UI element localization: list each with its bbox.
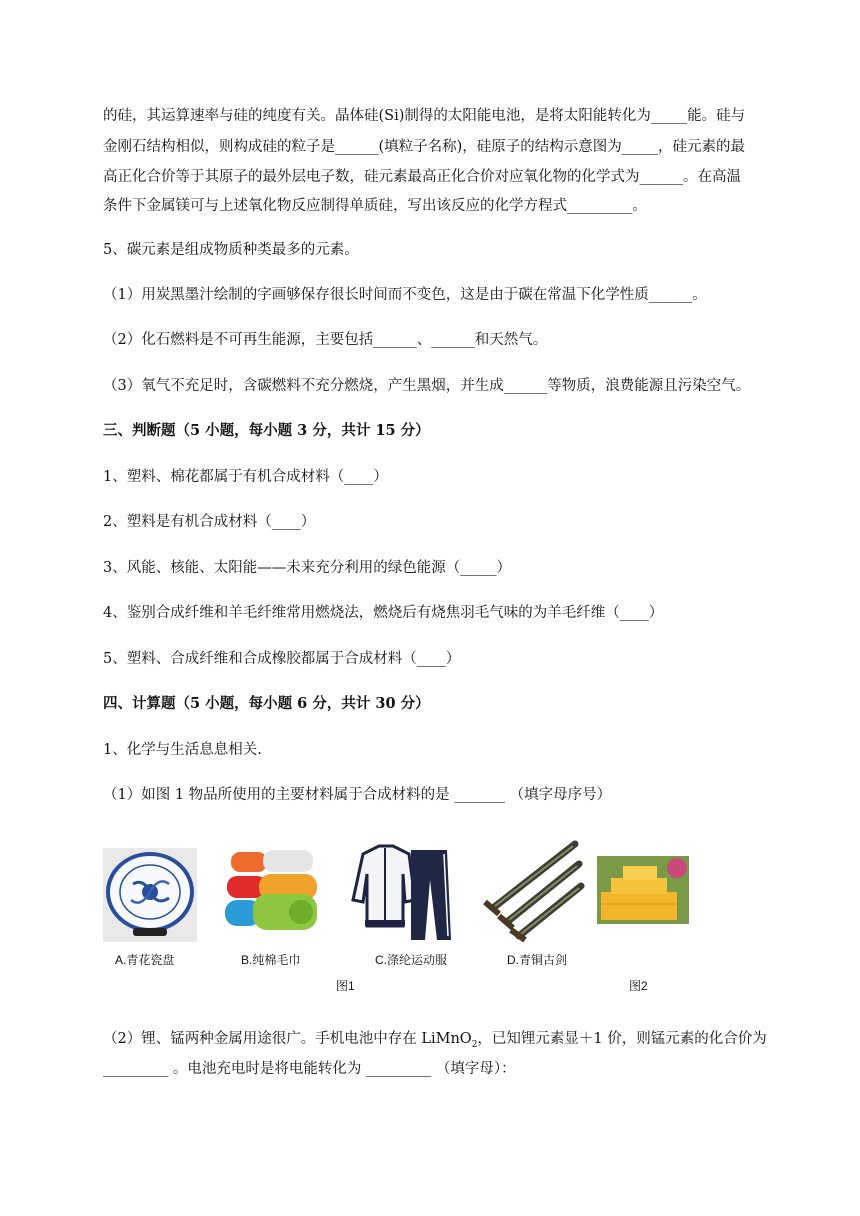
figure2-label: 图2 (629, 979, 648, 993)
judge-item-5: 5、塑料、合成纤维和合成橡胶都属于合成材料（____） (103, 651, 461, 667)
caption-b: B.纯棉毛巾 (241, 953, 301, 967)
para4-line4: 条件下金属镁可与上述氧化物反应制得单质硅，写出该反应的化学方程式_________。 (103, 198, 647, 214)
judge-item-4: 4、鉴别合成纤维和羊毛纤维常用燃烧法，燃烧后有烧焦羽毛气味的为羊毛纤维（____） (103, 605, 664, 621)
caption-a: A.青花瓷盘 (115, 953, 175, 967)
figure1-label: 图1 (336, 979, 355, 993)
section4-heading: 四、计算题（5 小题，每小题 6 分，共计 30 分） (103, 695, 430, 712)
towel-image (223, 842, 323, 942)
section3-heading: 三、判断题（5 小题，每小题 3 分，共计 15 分） (103, 422, 430, 439)
calc-q1-part2-line1 (103, 1029, 767, 1055)
judge-item-2: 2、塑料是有机合成材料（____） (103, 514, 316, 530)
figure2-image (597, 856, 689, 924)
calc-q1-stem: 1、化学与生活息息相关. (103, 742, 262, 758)
caption-c: C.涤纶运动服 (375, 953, 448, 967)
caption-d: D.青铜古剑 (507, 953, 568, 967)
figure-row (103, 838, 703, 968)
calc-q1-part1: （1）如图 1 物品所使用的主要材料属于合成材料的是 _______ （填字母序号） (103, 787, 612, 803)
para4-line3: 高正化合价等于其原子的最外层电子数，硅元素最高正化合价对应氧化物的化学式为______。在高温 (103, 169, 741, 185)
part2-text-b: ，已知锂元素显＋1 价，则锰元素的化合价为 (477, 1031, 767, 1047)
part2-text-a: （2）锂、锰两种金属用途很广。手机电池中存在 LiMnO (103, 1031, 472, 1047)
q5-part1: （1）用炭黑墨汁绘制的字画够保存很长时间而不变色，这是由于碳在常温下化学性质______。 (103, 287, 707, 303)
q5-part2: （2）化石燃料是不可再生能源，主要包括______、______和天然气。 (103, 332, 548, 348)
tracksuit-image (349, 840, 455, 944)
q5-part3: （3）氧气不充足时，含碳燃料不充分燃烧，产生黑烟，并生成______等物质，浪费能源且污染空气。 (103, 378, 751, 394)
formula-subscript: 2 (471, 1039, 478, 1050)
calc-q1-part2-line2: _________ 。电池充电时是将电能转化为 _________ （填字母）： (103, 1061, 516, 1077)
para4-line1: 的硅，其运算速率与硅的纯度有关。晶体硅(Si)制得的太阳能电池，是将太阳能转化为_____能。硅与 (103, 108, 746, 124)
bronze-sword-image (477, 838, 587, 942)
q5-stem: 5、碳元素是组成物质种类最多的元素。 (103, 242, 359, 258)
judge-item-1: 1、塑料、棉花都属于有机合成材料（____） (103, 469, 388, 485)
para4-line2: 金刚石结构相似，则构成硅的粒子是______(填粒子名称)，硅原子的结构示意图为_____，硅元素的最 (103, 139, 746, 155)
judge-item-3: 3、风能、核能、太阳能——未来充分利用的绿色能源（_____） (103, 560, 511, 576)
porcelain-plate-image (103, 848, 197, 942)
